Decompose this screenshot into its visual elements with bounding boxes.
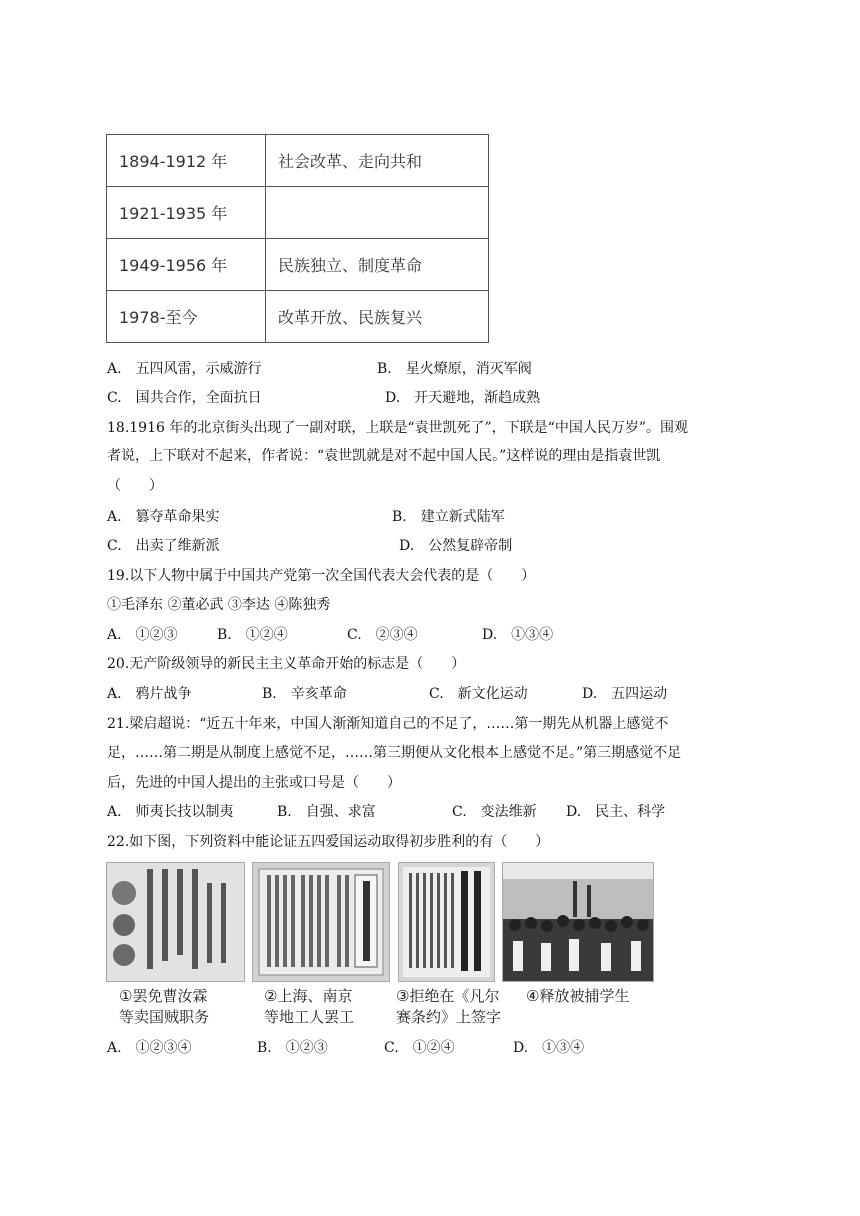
q19-option-d: D. ①③④ [482, 627, 554, 643]
caption-line: ②上海、南京 [264, 987, 353, 1005]
q17-option-d: D. 开天避地，渐趋成熟 [385, 390, 541, 406]
q20-option-a: A. 鸦片战争 [107, 686, 192, 702]
q22-option-d: D. ①③④ [513, 1040, 585, 1056]
q18-stem-line3: （ ） [107, 478, 163, 494]
q19-option-b: B. ①②④ [217, 627, 288, 643]
period-cell: 1894-1912 年 [107, 135, 266, 187]
q20-stem: 20.无产阶级领导的新民主主义革命开始的标志是（ ） [107, 656, 466, 672]
q21-option-b: B. 自强、求富 [277, 804, 376, 820]
q20-option-d: D. 五四运动 [582, 686, 668, 702]
table-row [107, 135, 489, 187]
q17-option-a: A. 五四风雷，示威游行 [107, 361, 262, 377]
photo-caption-4 [526, 986, 629, 1007]
newspaper-image [252, 862, 390, 982]
photo-caption-1 [119, 986, 209, 1028]
q21-stem-line3: 后，先进的中国人提出的主张或口号是（ ） [107, 775, 401, 791]
caption-line: 等卖国贼职务 [119, 1008, 210, 1026]
period-cell: 1978-至今 [107, 291, 266, 343]
portraits-image [106, 862, 245, 982]
q18-option-b: B. 建立新式陆军 [392, 509, 505, 525]
q21-option-d: D. 民主、科学 [566, 804, 666, 820]
q18-option-c: C. 出卖了维新派 [107, 538, 220, 554]
q20-option-c: C. 新文化运动 [429, 686, 528, 702]
theme-cell: 改革开放、民族复兴 [266, 291, 489, 343]
q19-stem: 19.以下人物中属于中国共产党第一次全国代表大会代表的是（ ） [107, 568, 536, 584]
q19-items: ①毛泽东 ②董必武 ③李达 ④陈独秀 [107, 597, 331, 613]
caption-line: ④释放被捕学生 [526, 987, 630, 1005]
table-row [107, 239, 489, 291]
caption-line: 等地工人罢工 [264, 1008, 355, 1026]
q18-stem-line2: 者说，上下联对不起来，作者说：“袁世凯就是对不起中国人民。”这样说的理由是指袁世凯 [107, 448, 661, 464]
crowd-photo [502, 862, 654, 982]
theme-cell: 社会改革、走向共和 [266, 135, 489, 187]
table-row [107, 187, 489, 239]
q21-option-c: C. 变法维新 [452, 804, 537, 820]
history-period-table [106, 134, 489, 343]
caption-line: ①罢免曹汝霖 [119, 987, 208, 1005]
document-image [398, 862, 495, 982]
q18-stem-line1: 18.1916 年的北京街头出现了一副对联，上联是“袁世凯死了”，下联是“中国人民万岁”。围观 [107, 420, 688, 436]
q22-option-b: B. ①②③ [257, 1040, 328, 1056]
q19-option-a: A. ①②③ [107, 627, 178, 643]
q20-option-b: B. 辛亥革命 [262, 686, 347, 702]
q21-stem-line2: 足，……第二期是从制度上感觉不足，……第三期便从文化根本上感觉不足。”第三期感觉不足 [107, 745, 682, 761]
q22-stem: 22.如下图，下列资料中能论证五四爱国运动取得初步胜利的有（ ） [107, 834, 550, 850]
q18-option-d: D. 公然复辟帝制 [399, 538, 513, 554]
q18-option-a: A. 篡夺革命果实 [107, 509, 220, 525]
photo-caption-3 [396, 986, 501, 1028]
q17-option-b: B. 星火燎原，消灭军阀 [377, 361, 532, 377]
photo-caption-2 [264, 986, 354, 1028]
q21-stem-line1: 21.梁启超说：“近五十年来，中国人渐渐知道自己的不足了，……第一期先从机器上感觉不 [107, 716, 669, 732]
caption-line: 赛条约》上签字 [396, 1008, 502, 1026]
table-row [107, 291, 489, 343]
caption-line: ③拒绝在《凡尔 [396, 987, 500, 1005]
theme-cell-blank [266, 187, 489, 239]
theme-cell: 民族独立、制度革命 [266, 239, 489, 291]
q19-option-c: C. ②③④ [347, 627, 418, 643]
q22-option-c: C. ①②④ [384, 1040, 455, 1056]
period-cell: 1949-1956 年 [107, 239, 266, 291]
q22-option-a: A. ①②③④ [107, 1040, 192, 1056]
period-cell: 1921-1935 年 [107, 187, 266, 239]
q17-option-c: C. 国共合作，全面抗日 [107, 390, 262, 406]
q21-option-a: A. 师夷长技以制夷 [107, 804, 234, 820]
